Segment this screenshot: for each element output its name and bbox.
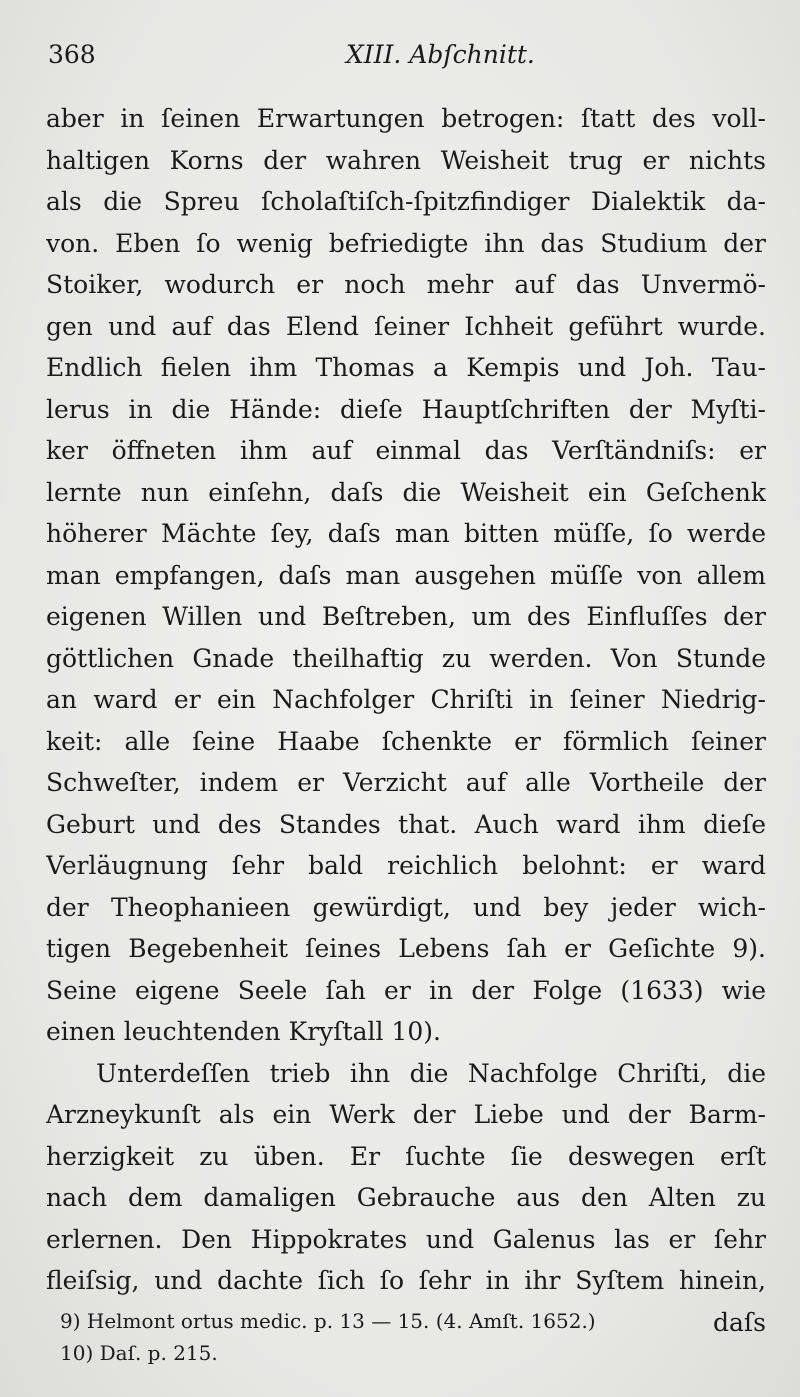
text-line: aber in ſeinen Erwartungen betrogen: ſtatt des voll- [46, 104, 766, 133]
page-header [48, 40, 768, 80]
text-line: von. Eben ſo wenig befriedigte ihn das Studium der [46, 228, 766, 258]
text-line: fleiſsig, und dachte ſich ſo ſehr in ihr Syſtem hinein, [46, 1266, 766, 1295]
text-line: ker öffneten ihm auf einmal das Verſtändniſs: er [46, 436, 766, 465]
text-line: Verläugnung ſehr bald reichlich belohnt: er ward [46, 851, 766, 880]
text-line: lernte nun einſehn, daſs die Weisheit ein Geſchenk [46, 477, 766, 507]
text-line: Seine eigene Seele ſah er in der Folge (1633) wie [46, 975, 766, 1005]
text-line: Endlich fielen ihm Thomas a Kempis und Joh. Tau- [46, 353, 766, 382]
text-line: gen und auf das Elend ſeiner Ichheit geführt wurde. [46, 311, 766, 341]
text-line: keit: alle ſeine Haabe ſchenkte er förmlich ſeiner [46, 726, 766, 756]
footnote-9: 9) Helmont ortus medic. p. 13 — 15. (4. Amſt. 1652.) [60, 1309, 596, 1333]
footnotes [60, 1305, 750, 1369]
text-line: höherer Mächte ſey, daſs man bitten müſſe, ſo werde [46, 519, 766, 548]
text-line: einen leuchtenden Kryſtall 10). [46, 1017, 441, 1046]
text-line: Stoiker, wodurch er noch mehr auf das Unvermö- [46, 270, 766, 299]
text-line: nach dem damaligen Gebrauche aus den Alten zu [46, 1183, 766, 1212]
catchword: daſs [713, 1307, 766, 1337]
text-line: göttlichen Gnade theilhaftig zu werden. Von Stunde [46, 643, 766, 673]
text-line: an ward er ein Nachfolger Chriſti in ſeiner Niedrig- [46, 685, 766, 714]
footnote-10: 10) Daſ. p. 215. [60, 1341, 218, 1365]
text-line: erlernen. Den Hippokrates und Galenus las er ſehr [46, 1224, 766, 1254]
running-head: XIII. Abſchnitt. [346, 40, 535, 69]
text-line: haltigen Korns der wahren Weisheit trug er nichts [46, 145, 766, 175]
text-line: man empfangen, daſs man ausgehen müſſe von allem [46, 560, 766, 590]
text-line: eigenen Willen und Beſtreben, um des Einfluſſes der [46, 602, 766, 631]
text-line: als die Spreu ſcholaſtiſch-ſpitzfindiger Dialektik da- [46, 187, 766, 216]
text-line: Arzneykunſt als ein Werk der Liebe und der Barm- [46, 1100, 766, 1129]
text-line: der Theophanieen gewürdigt, und bey jeder wich- [46, 892, 766, 922]
text-line: herzigkeit zu üben. Er ſuchte ſie deswegen erſt [46, 1141, 766, 1171]
text-line: Geburt und des Standes that. Auch ward ihm dieſe [46, 809, 766, 839]
text-line: Schweſter, indem er Verzicht auf alle Vortheile der [46, 768, 766, 797]
text-line: tigen Begebenheit ſeines Lebens ſah er Geſichte 9). [46, 934, 766, 963]
page-number: 368 [48, 40, 96, 69]
text-line: lerus in die Hände: dieſe Hauptſchriften der Myſti- [46, 394, 766, 424]
body-text [46, 98, 766, 1343]
paragraph-start-line: Unterdeſſen trieb ihn die Nachfolge Chriſti, die [96, 1058, 766, 1088]
